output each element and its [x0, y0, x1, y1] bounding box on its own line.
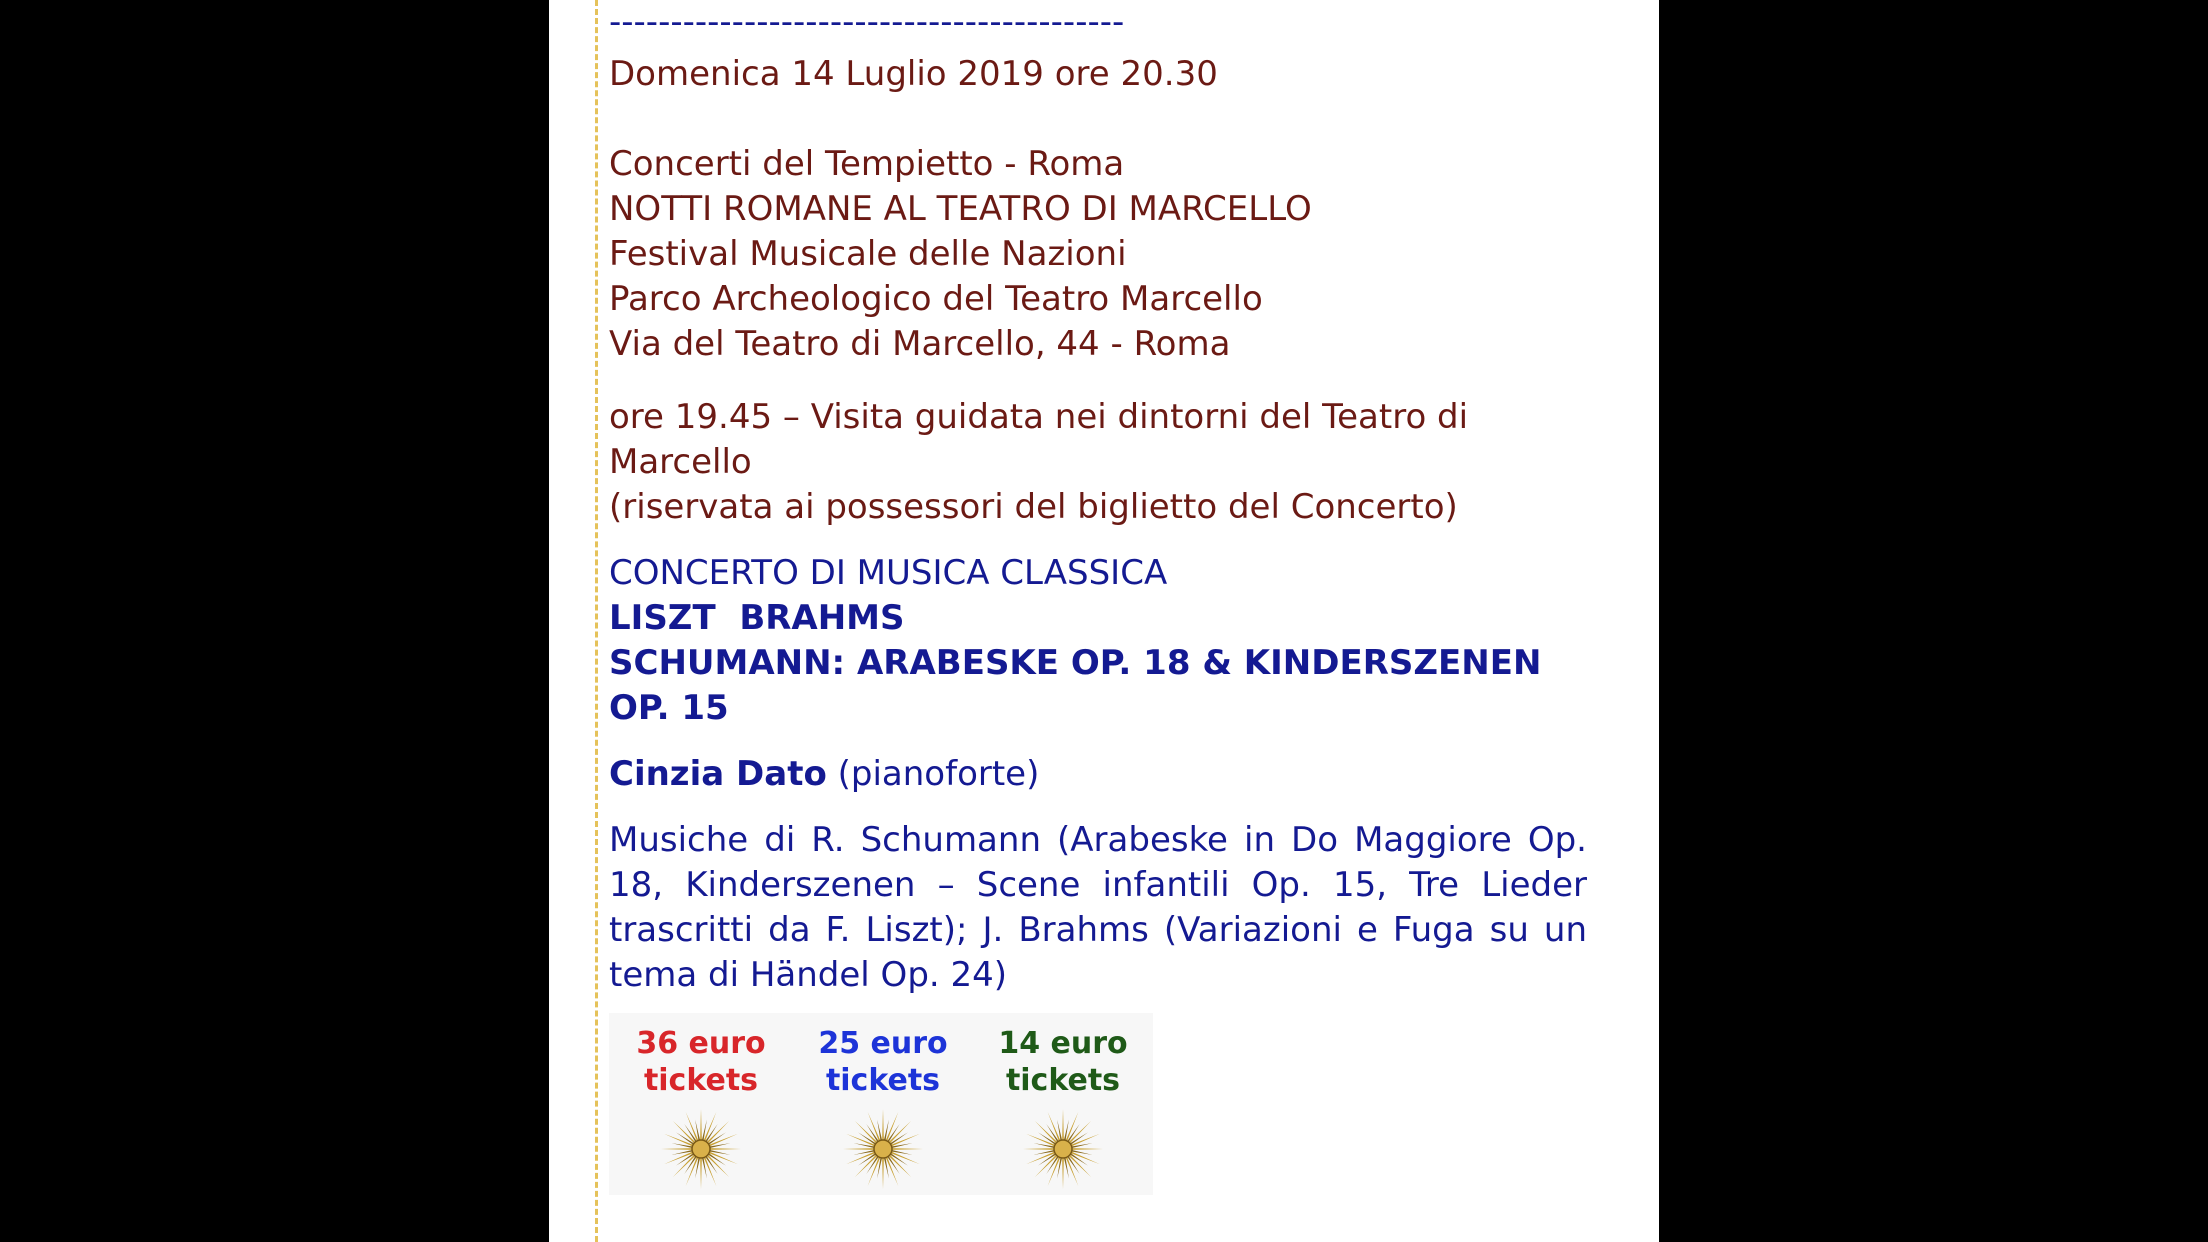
left-dashed-rule — [595, 0, 598, 1242]
ticket-option-25[interactable] — [793, 1025, 973, 1193]
article-page — [549, 0, 1659, 1242]
ticket-price: 25 euro — [818, 1026, 948, 1061]
performer-name: Cinzia Dato — [609, 754, 827, 794]
golden-sun-star-icon — [657, 1105, 745, 1193]
performer-instrument: (pianoforte) — [837, 754, 1040, 794]
venue-line: NOTTI ROMANE AL TEATRO DI MARCELLO — [609, 189, 1312, 229]
golden-sun-star-icon — [839, 1105, 927, 1193]
ticket-label: tickets — [643, 1063, 759, 1098]
ticket-price: 14 euro — [998, 1026, 1128, 1061]
performer — [609, 752, 1039, 797]
ticket-option-14[interactable] — [973, 1025, 1153, 1193]
event-date: Domenica 14 Luglio 2019 ore 20.30 — [609, 54, 1218, 94]
venue-line: Festival Musicale delle Nazioni — [609, 234, 1127, 274]
venue-line: Via del Teatro di Marcello, 44 - Roma — [609, 324, 1231, 364]
separator-line: ------------------------------------------ — [609, 2, 1125, 42]
tour-line: (riservata ai possessori del biglietto del Concerto) — [609, 487, 1458, 527]
venue-line: Parco Archeologico del Teatro Marcello — [609, 279, 1263, 319]
ticket-label: tickets — [1005, 1063, 1121, 1098]
program-description: Musiche di R. Schumann (Arabeske in Do Maggiore Op. 18, Kinderszenen – Scene infantili Op. 15, Tre Lieder trascritti da F. Liszt); J. Brahms (Variazioni e Fuga su un tema di Händel Op. 24) — [609, 820, 1587, 995]
tour-line: ore 19.45 – Visita guidata nei dintorni del Teatro di — [609, 397, 1469, 437]
concert-type: CONCERTO DI MUSICA CLASSICA — [609, 553, 1168, 593]
concert-title-line: SCHUMANN: ARABESKE OP. 18 & KINDERSZENEN — [609, 643, 1542, 683]
ticket-option-36[interactable] — [611, 1025, 791, 1193]
venue-line: Concerti del Tempietto - Roma — [609, 144, 1125, 184]
golden-sun-star-icon — [1019, 1105, 1107, 1193]
ticket-price: 36 euro — [636, 1026, 766, 1061]
tour-line: Marcello — [609, 442, 752, 482]
ticket-label: tickets — [825, 1063, 941, 1098]
concert-title-line: LISZT BRAHMS — [609, 598, 905, 638]
concert-title-line: OP. 15 — [609, 688, 729, 728]
ticket-options — [609, 1013, 1153, 1195]
